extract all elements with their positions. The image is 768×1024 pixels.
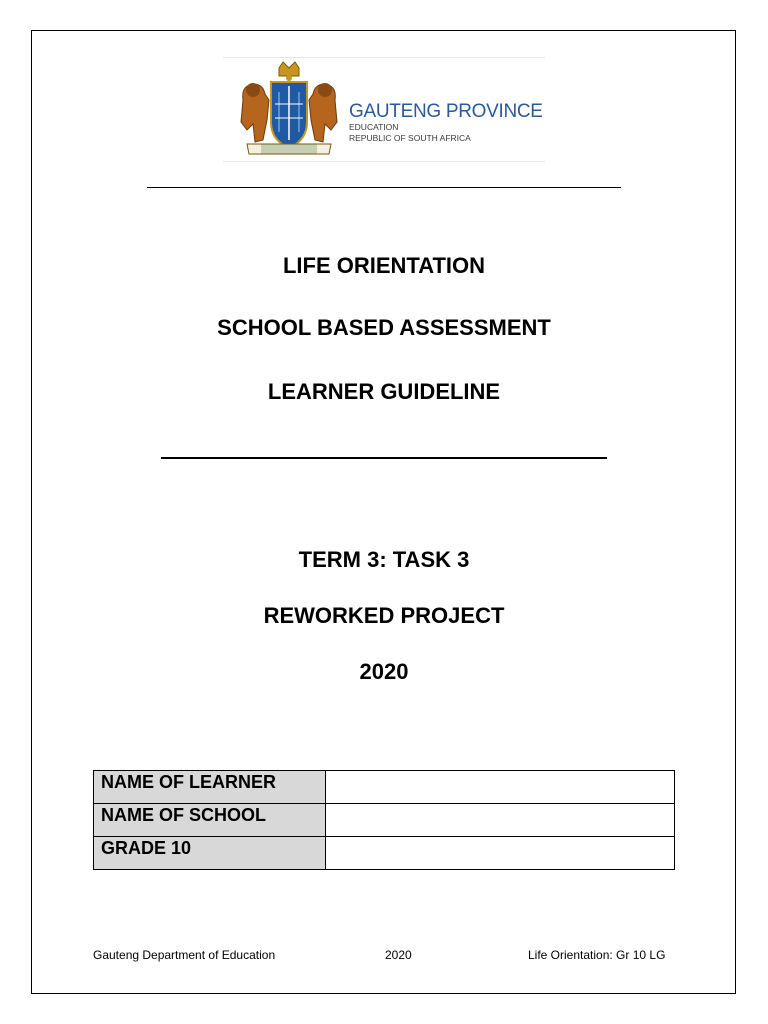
- coat-of-arms-icon: [233, 60, 345, 158]
- table-row: [94, 804, 675, 837]
- grade-field[interactable]: [326, 837, 675, 870]
- grade-label: GRADE 10: [94, 837, 326, 870]
- learner-details-table: [93, 770, 675, 870]
- school-name-label: NAME OF SCHOOL: [94, 804, 326, 837]
- project-heading: REWORKED PROJECT: [263, 603, 505, 628]
- logo-text: [349, 102, 543, 144]
- footer-subject: Life Orientation: Gr 10 LG: [528, 948, 666, 962]
- gauteng-logo: [223, 57, 545, 162]
- guideline-heading: LEARNER GUIDELINE: [267, 379, 501, 404]
- footer-year: 2020: [385, 948, 412, 962]
- top-divider: [147, 187, 621, 188]
- logo-subtitle-education: EDUCATION: [349, 122, 399, 132]
- subject-heading: LIFE ORIENTATION: [282, 253, 486, 278]
- footer-department: Gauteng Department of Education: [93, 948, 276, 962]
- school-name-field[interactable]: [326, 804, 675, 837]
- learner-name-field[interactable]: [326, 771, 675, 804]
- logo-subtitle-country: REPUBLIC OF SOUTH AFRICA: [349, 133, 471, 143]
- middle-divider: [161, 457, 607, 459]
- table-row: [94, 837, 675, 870]
- table-row: [94, 771, 675, 804]
- logo-title: GAUTENG PROVINCE: [349, 101, 543, 122]
- assessment-heading: SCHOOL BASED ASSESSMENT: [217, 315, 551, 340]
- learner-name-label: NAME OF LEARNER: [94, 771, 326, 804]
- term-task-heading: TERM 3: TASK 3: [298, 547, 470, 572]
- year-heading: 2020: [359, 659, 409, 684]
